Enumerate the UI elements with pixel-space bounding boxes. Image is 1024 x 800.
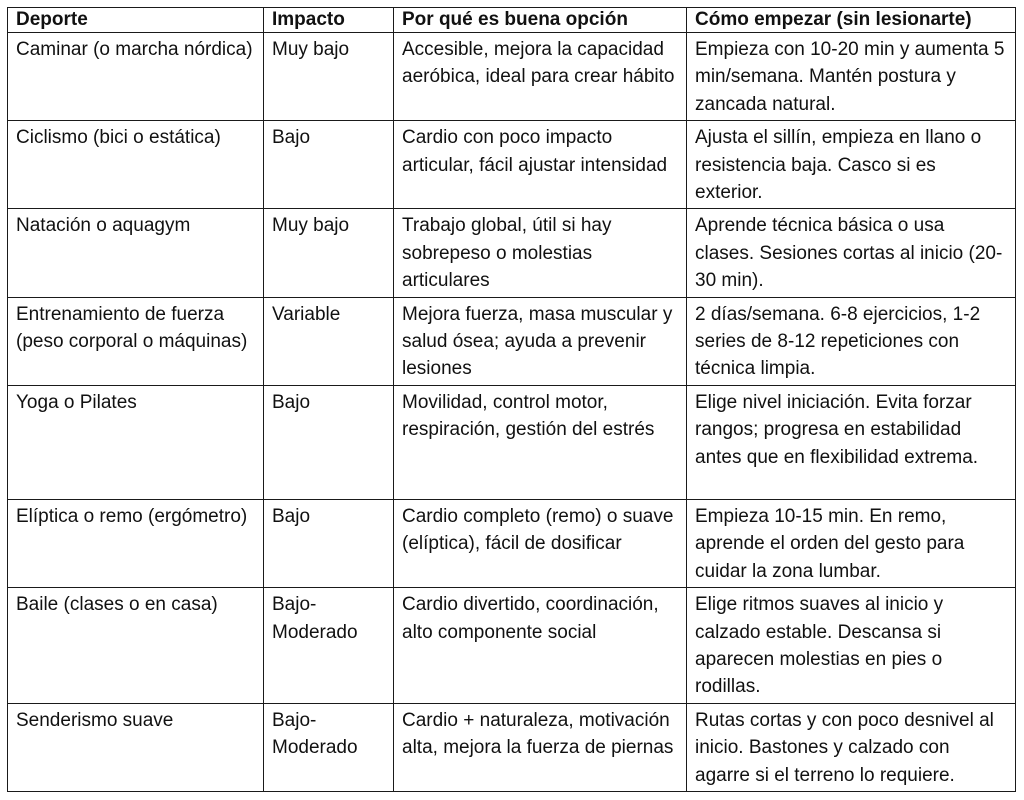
cell-como-empezar: Rutas cortas y con poco desnivel al inicio. Bastones y calzado con agarre si el terreno lo requiere. <box>687 703 1016 791</box>
cell-por-que: Cardio divertido, coordinación, alto componente social <box>394 588 687 704</box>
cell-como-empezar: Ajusta el sillín, empieza en llano o resistencia baja. Casco si es exterior. <box>687 121 1016 209</box>
cell-impacto: Bajo <box>264 385 394 499</box>
table-row <box>8 209 1016 297</box>
table-row <box>8 33 1016 121</box>
table-row <box>8 385 1016 499</box>
cell-por-que: Cardio con poco impacto articular, fácil ajustar intensidad <box>394 121 687 209</box>
cell-como-empezar: Elige nivel iniciación. Evita forzar rangos; progresa en estabilidad antes que en flexibilidad extrema. <box>687 385 1016 499</box>
cell-impacto: Bajo-Moderado <box>264 588 394 704</box>
cell-impacto: Bajo <box>264 121 394 209</box>
cell-por-que: Trabajo global, útil si hay sobrepeso o molestias articulares <box>394 209 687 297</box>
cell-por-que: Accesible, mejora la capacidad aeróbica, ideal para crear hábito <box>394 33 687 121</box>
table-row <box>8 703 1016 791</box>
cell-como-empezar: Aprende técnica básica o usa clases. Sesiones cortas al inicio (20-30 min). <box>687 209 1016 297</box>
cell-impacto: Muy bajo <box>264 33 394 121</box>
cell-deporte: Caminar (o marcha nórdica) <box>8 33 264 121</box>
header-impacto: Impacto <box>264 8 394 33</box>
table-header-row <box>8 8 1016 33</box>
header-como-empezar: Cómo empezar (sin lesionarte) <box>687 8 1016 33</box>
cell-deporte: Senderismo suave <box>8 703 264 791</box>
cell-deporte: Elíptica o remo (ergómetro) <box>8 499 264 587</box>
cell-deporte: Entrenamiento de fuerza (peso corporal o máquinas) <box>8 297 264 385</box>
cell-deporte: Yoga o Pilates <box>8 385 264 499</box>
cell-deporte: Ciclismo (bici o estática) <box>8 121 264 209</box>
cell-como-empezar: Empieza 10-15 min. En remo, aprende el orden del gesto para cuidar la zona lumbar. <box>687 499 1016 587</box>
cell-por-que: Cardio completo (remo) o suave (elíptica), fácil de dosificar <box>394 499 687 587</box>
cell-por-que: Cardio + naturaleza, motivación alta, mejora la fuerza de piernas <box>394 703 687 791</box>
cell-como-empezar: 2 días/semana. 6-8 ejercicios, 1-2 series de 8-12 repeticiones con técnica limpia. <box>687 297 1016 385</box>
cell-impacto: Muy bajo <box>264 209 394 297</box>
table-row <box>8 297 1016 385</box>
header-por-que: Por qué es buena opción <box>394 8 687 33</box>
cell-por-que: Movilidad, control motor, respiración, gestión del estrés <box>394 385 687 499</box>
table-row <box>8 499 1016 587</box>
header-deporte: Deporte <box>8 8 264 33</box>
cell-impacto: Variable <box>264 297 394 385</box>
cell-por-que: Mejora fuerza, masa muscular y salud ósea; ayuda a prevenir lesiones <box>394 297 687 385</box>
cell-impacto: Bajo-Moderado <box>264 703 394 791</box>
cell-como-empezar: Empieza con 10-20 min y aumenta 5 min/semana. Mantén postura y zancada natural. <box>687 33 1016 121</box>
sports-table-container <box>7 7 1016 792</box>
table-row <box>8 121 1016 209</box>
cell-como-empezar: Elige ritmos suaves al inicio y calzado estable. Descansa si aparecen molestias en pies o rodillas. <box>687 588 1016 704</box>
cell-impacto: Bajo <box>264 499 394 587</box>
sports-table <box>7 7 1016 792</box>
table-row <box>8 588 1016 704</box>
cell-deporte: Natación o aquagym <box>8 209 264 297</box>
cell-deporte: Baile (clases o en casa) <box>8 588 264 704</box>
